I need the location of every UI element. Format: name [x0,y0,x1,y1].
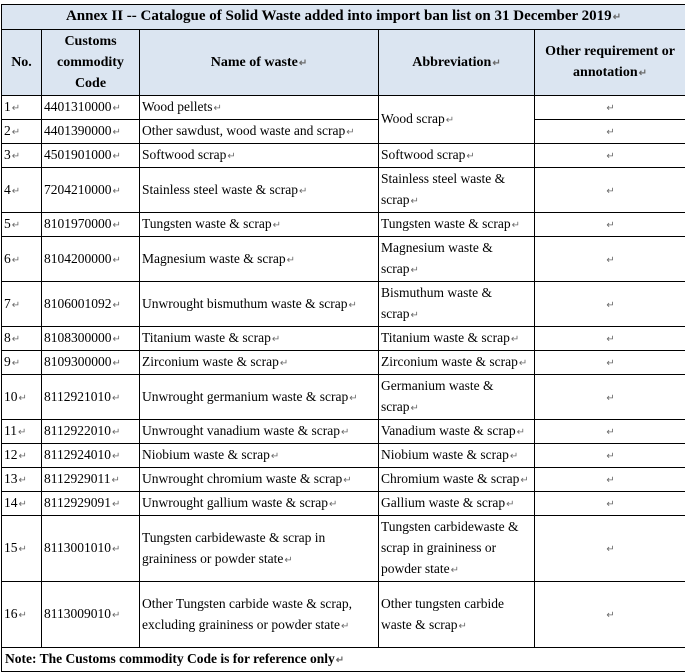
paragraph-mark-icon: ↵ [112,544,120,555]
annotation-cell [535,282,685,327]
table-row [2,375,685,420]
abbreviation-cell [379,492,535,516]
annotation-cell [535,120,685,144]
paragraph-mark-icon: ↵ [112,451,120,462]
paragraph-mark-icon: ↵ [19,544,27,555]
paragraph-mark-icon: ↵ [280,358,288,369]
paragraph-mark-icon: ↵ [272,334,280,345]
row-number: 6 [4,251,11,266]
header-no-text: No. [11,55,32,70]
paragraph-mark-icon: ↵ [517,427,525,438]
paragraph-mark-icon: ↵ [606,186,614,197]
row-number-cell [2,144,42,168]
table-row [2,327,685,351]
paragraph-mark-icon: ↵ [349,393,357,404]
paragraph-mark-icon: ↵ [348,300,356,311]
paragraph-mark-icon: ↵ [606,255,614,266]
paragraph-mark-icon: ↵ [510,451,518,462]
abbreviation-cell [379,96,535,144]
abbreviation: Zirconium waste & scrap [381,354,518,369]
paragraph-mark-icon: ↵ [12,334,20,345]
paragraph-mark-icon: ↵ [346,127,354,138]
abbreviation: Stainless steel waste & scrap [381,171,505,207]
commodity-code-cell [42,327,140,351]
row-number: 7 [4,296,11,311]
waste-name: Titanium waste & scrap [142,330,271,345]
waste-name-cell [140,516,379,582]
row-number-cell [2,213,42,237]
waste-name-cell [140,327,379,351]
paragraph-mark-icon: ↵ [227,151,235,162]
abbreviation-cell [379,327,535,351]
paragraph-mark-icon: ↵ [113,334,121,345]
table-note [2,648,685,672]
paragraph-mark-icon: ↵ [19,610,27,621]
annotation-cell [535,327,685,351]
commodity-code-cell [42,120,140,144]
row-number-cell [2,120,42,144]
row-number: 14 [4,495,18,510]
paragraph-mark-icon: ↵ [112,610,120,621]
header-code-text: Customs commodity Code [57,34,124,91]
commodity-code-cell [42,168,140,213]
annotation-cell [535,375,685,420]
row-number: 8 [4,330,11,345]
paragraph-mark-icon: ↵ [19,475,27,486]
annotation-cell [535,444,685,468]
paragraph-mark-icon: ↵ [506,499,514,510]
paragraph-mark-icon: ↵ [12,127,20,138]
commodity-code-cell [42,516,140,582]
abbreviation: Vanadium waste & scrap [381,423,516,438]
abbreviation-cell [379,144,535,168]
waste-name: Unwrought vanadium waste & scrap [142,423,340,438]
table-title [2,5,685,30]
paragraph-mark-icon: ↵ [606,103,614,114]
row-number: 12 [4,447,18,462]
abbreviation-cell [379,582,535,648]
commodity-code: 8104200000 [44,251,112,266]
abbreviation: Tungsten carbidewaste & scrap in graininess or powder state [381,519,518,576]
paragraph-mark-icon: ↵ [519,358,527,369]
commodity-code: 8112922010 [44,423,111,438]
abbreviation: Bismuthum waste & scrap [381,285,492,321]
abbreviation: Other tungsten carbide waste & scrap [381,596,504,632]
header-no [2,30,42,96]
waste-name: Unwrought bismuthum waste & scrap [142,296,347,311]
paragraph-mark-icon: ↵ [341,427,349,438]
waste-name: Unwrought gallium waste & scrap [142,495,328,510]
paragraph-mark-icon: ↵ [112,499,120,510]
commodity-code-cell [42,351,140,375]
commodity-code: 8101970000 [44,216,112,231]
paragraph-mark-icon: ↵ [606,127,614,138]
table-title-text: Annex II -- Catalogue of Solid Waste added into import ban list on 31 December 2019 [66,8,612,24]
table-row [2,120,685,144]
waste-name: Other Tungsten carbide waste & scrap, excluding graininess or powder state [142,596,352,632]
commodity-code-cell [42,582,140,648]
paragraph-mark-icon: ↵ [113,300,121,311]
row-number-cell [2,420,42,444]
row-number: 15 [4,540,18,555]
table-row [2,282,685,327]
waste-name: Unwrought chromium waste & scrap [142,471,342,486]
abbreviation: Magnesium waste & scrap [381,240,493,276]
abbreviation: Gallium waste & scrap [381,495,505,510]
paragraph-mark-icon: ↵ [410,403,418,414]
paragraph-mark-icon: ↵ [606,358,614,369]
paragraph-mark-icon: ↵ [606,151,614,162]
abbreviation: Softwood scrap [381,147,465,162]
row-number-cell [2,582,42,648]
row-number-cell [2,327,42,351]
paragraph-mark-icon: ↵ [112,393,120,404]
commodity-code: 4401310000 [44,99,112,114]
row-number-cell [2,375,42,420]
paragraph-mark-icon: ↵ [214,103,222,114]
paragraph-mark-icon: ↵ [606,451,614,462]
table-row [2,213,685,237]
abbreviation: Niobium waste & scrap [381,447,509,462]
paragraph-mark-icon: ↵ [12,255,20,266]
annotation-cell [535,492,685,516]
header-other [535,30,685,96]
paragraph-mark-icon: ↵ [12,151,20,162]
commodity-code: 8109300000 [44,354,112,369]
row-number: 10 [4,389,18,404]
row-number-cell [2,492,42,516]
paragraph-mark-icon: ↵ [113,127,121,138]
commodity-code-cell [42,144,140,168]
abbreviation-cell [379,516,535,582]
row-number: 3 [4,147,11,162]
table-note-text: Note: The Customs commodity Code is for reference only [5,651,335,666]
commodity-code: 8112924010 [44,447,111,462]
paragraph-mark-icon: ↵ [410,196,418,207]
paragraph-mark-icon: ↵ [606,334,614,345]
commodity-code: 4401390000 [44,123,112,138]
commodity-code-cell [42,492,140,516]
paragraph-mark-icon: ↵ [446,115,454,126]
paragraph-mark-icon: ↵ [273,220,281,231]
commodity-code-cell [42,468,140,492]
paragraph-mark-icon: ↵ [12,220,20,231]
paragraph-mark-icon: ↵ [113,186,121,197]
commodity-code: 8113009010 [44,606,111,621]
paragraph-mark-icon: ↵ [606,544,614,555]
waste-name: Tungsten waste & scrap [142,216,272,231]
row-number: 1 [4,99,11,114]
commodity-code: 8112929091 [44,495,111,510]
paragraph-mark-icon: ↵ [113,151,121,162]
table-row [2,492,685,516]
paragraph-mark-icon: ↵ [329,499,337,510]
paragraph-mark-icon: ↵ [19,499,27,510]
table-row [2,168,685,213]
abbreviation: Germanium waste & scrap [381,378,493,414]
waste-name-cell [140,468,379,492]
waste-name: Other sawdust, wood waste and scrap [142,123,345,138]
abbreviation-cell [379,351,535,375]
abbreviation-cell [379,375,535,420]
paragraph-mark-icon: ↵ [410,265,418,276]
annotation-cell [535,351,685,375]
paragraph-mark-icon: ↵ [271,451,279,462]
paragraph-mark-icon: ↵ [12,186,20,197]
waste-name-cell [140,492,379,516]
abbreviation-cell [379,237,535,282]
paragraph-mark-icon: ↵ [606,499,614,510]
commodity-code-cell [42,282,140,327]
abbreviation-cell [379,282,535,327]
paragraph-mark-icon: ↵ [341,621,349,632]
waste-name: Unwrought germanium waste & scrap [142,389,348,404]
commodity-code: 8106001092 [44,296,112,311]
annotation-cell [535,468,685,492]
paragraph-mark-icon: ↵ [299,186,307,197]
paragraph-mark-icon: ↵ [113,358,121,369]
abbreviation: Tungsten waste & scrap [381,216,511,231]
paragraph-mark-icon: ↵ [606,300,614,311]
paragraph-mark-icon: ↵ [287,255,295,266]
paragraph-mark-icon: ↵ [492,58,500,69]
paragraph-mark-icon: ↵ [451,565,459,576]
paragraph-mark-icon: ↵ [613,12,621,23]
paragraph-mark-icon: ↵ [511,334,519,345]
waste-name: Tungsten carbidewaste & scrap in graininess or powder state [142,530,325,566]
abbreviation-cell [379,468,535,492]
paragraph-mark-icon: ↵ [466,151,474,162]
row-number: 13 [4,471,18,486]
paragraph-mark-icon: ↵ [606,220,614,231]
waste-name-cell [140,213,379,237]
commodity-code: 8113001010 [44,540,111,555]
table-row [2,468,685,492]
waste-name: Stainless steel waste & scrap [142,182,298,197]
paragraph-mark-icon: ↵ [19,393,27,404]
paragraph-mark-icon: ↵ [12,103,20,114]
row-number: 16 [4,606,18,621]
row-number-cell [2,351,42,375]
paragraph-mark-icon: ↵ [606,610,614,621]
paragraph-mark-icon: ↵ [458,621,466,632]
paragraph-mark-icon: ↵ [512,220,520,231]
commodity-code-cell [42,420,140,444]
annotation-cell [535,237,685,282]
paragraph-mark-icon: ↵ [606,427,614,438]
row-number: 11 [4,423,17,438]
abbreviation-cell [379,213,535,237]
waste-name-cell [140,120,379,144]
row-number-cell [2,282,42,327]
waste-name-cell [140,96,379,120]
row-number: 5 [4,216,11,231]
paragraph-mark-icon: ↵ [112,427,120,438]
header-other-text: Other requirement or annotation [545,44,675,80]
commodity-code-cell [42,96,140,120]
paragraph-mark-icon: ↵ [113,103,121,114]
table-row [2,420,685,444]
paragraph-mark-icon: ↵ [12,358,20,369]
waste-name-cell [140,144,379,168]
paragraph-mark-icon: ↵ [19,451,27,462]
paragraph-mark-icon: ↵ [113,255,121,266]
paragraph-mark-icon: ↵ [520,475,528,486]
waste-name: Niobium waste & scrap [142,447,270,462]
paragraph-mark-icon: ↵ [18,427,26,438]
waste-name-cell [140,582,379,648]
table-row [2,237,685,282]
abbreviation: Titanium waste & scrap [381,330,510,345]
annotation-cell [535,420,685,444]
annotation-cell [535,144,685,168]
waste-name-cell [140,444,379,468]
header-abbreviation [379,30,535,96]
paragraph-mark-icon: ↵ [336,655,344,666]
paragraph-mark-icon: ↵ [343,475,351,486]
header-code [42,30,140,96]
document-page [1,4,685,672]
row-number: 2 [4,123,11,138]
annotation-cell [535,96,685,120]
row-number-cell [2,444,42,468]
abbreviation-cell [379,444,535,468]
table-row [2,96,685,120]
row-number-cell [2,168,42,213]
commodity-code: 8112929011 [44,471,111,486]
abbreviation: Chromium waste & scrap [381,471,519,486]
row-number: 9 [4,354,11,369]
waste-name-cell [140,420,379,444]
header-name [140,30,379,96]
row-number-cell [2,516,42,582]
waste-name-cell [140,237,379,282]
table-row [2,516,685,582]
annotation-cell [535,168,685,213]
commodity-code-cell [42,213,140,237]
commodity-code: 8112921010 [44,389,111,404]
row-number: 4 [4,182,11,197]
waste-name: Wood pellets [142,99,213,114]
abbreviation: Wood scrap [381,111,445,126]
table-body [2,96,685,648]
paragraph-mark-icon: ↵ [113,220,121,231]
table-row [2,582,685,648]
abbreviation-cell [379,168,535,213]
commodity-code-cell [42,444,140,468]
commodity-code-cell [42,375,140,420]
waste-name: Zirconium waste & scrap [142,354,279,369]
paragraph-mark-icon: ↵ [606,393,614,404]
table-row [2,444,685,468]
table-row [2,351,685,375]
row-number-cell [2,468,42,492]
paragraph-mark-icon: ↵ [606,475,614,486]
row-number-cell [2,237,42,282]
paragraph-mark-icon: ↵ [284,555,292,566]
row-number-cell [2,96,42,120]
paragraph-mark-icon: ↵ [112,475,120,486]
paragraph-mark-icon: ↵ [12,300,20,311]
annotation-cell [535,213,685,237]
header-name-text: Name of waste [211,55,298,70]
waste-name-cell [140,351,379,375]
paragraph-mark-icon: ↵ [299,58,307,69]
waste-catalogue-table [1,4,685,672]
commodity-code-cell [42,237,140,282]
annotation-cell [535,582,685,648]
waste-name: Softwood scrap [142,147,226,162]
waste-name-cell [140,282,379,327]
paragraph-mark-icon: ↵ [410,310,418,321]
table-row [2,144,685,168]
paragraph-mark-icon: ↵ [639,68,647,79]
waste-name: Magnesium waste & scrap [142,251,286,266]
header-abbreviation-text: Abbreviation [412,55,491,70]
abbreviation-cell [379,420,535,444]
commodity-code: 8108300000 [44,330,112,345]
waste-name-cell [140,375,379,420]
commodity-code: 4501901000 [44,147,112,162]
commodity-code: 7204210000 [44,182,112,197]
annotation-cell [535,516,685,582]
waste-name-cell [140,168,379,213]
